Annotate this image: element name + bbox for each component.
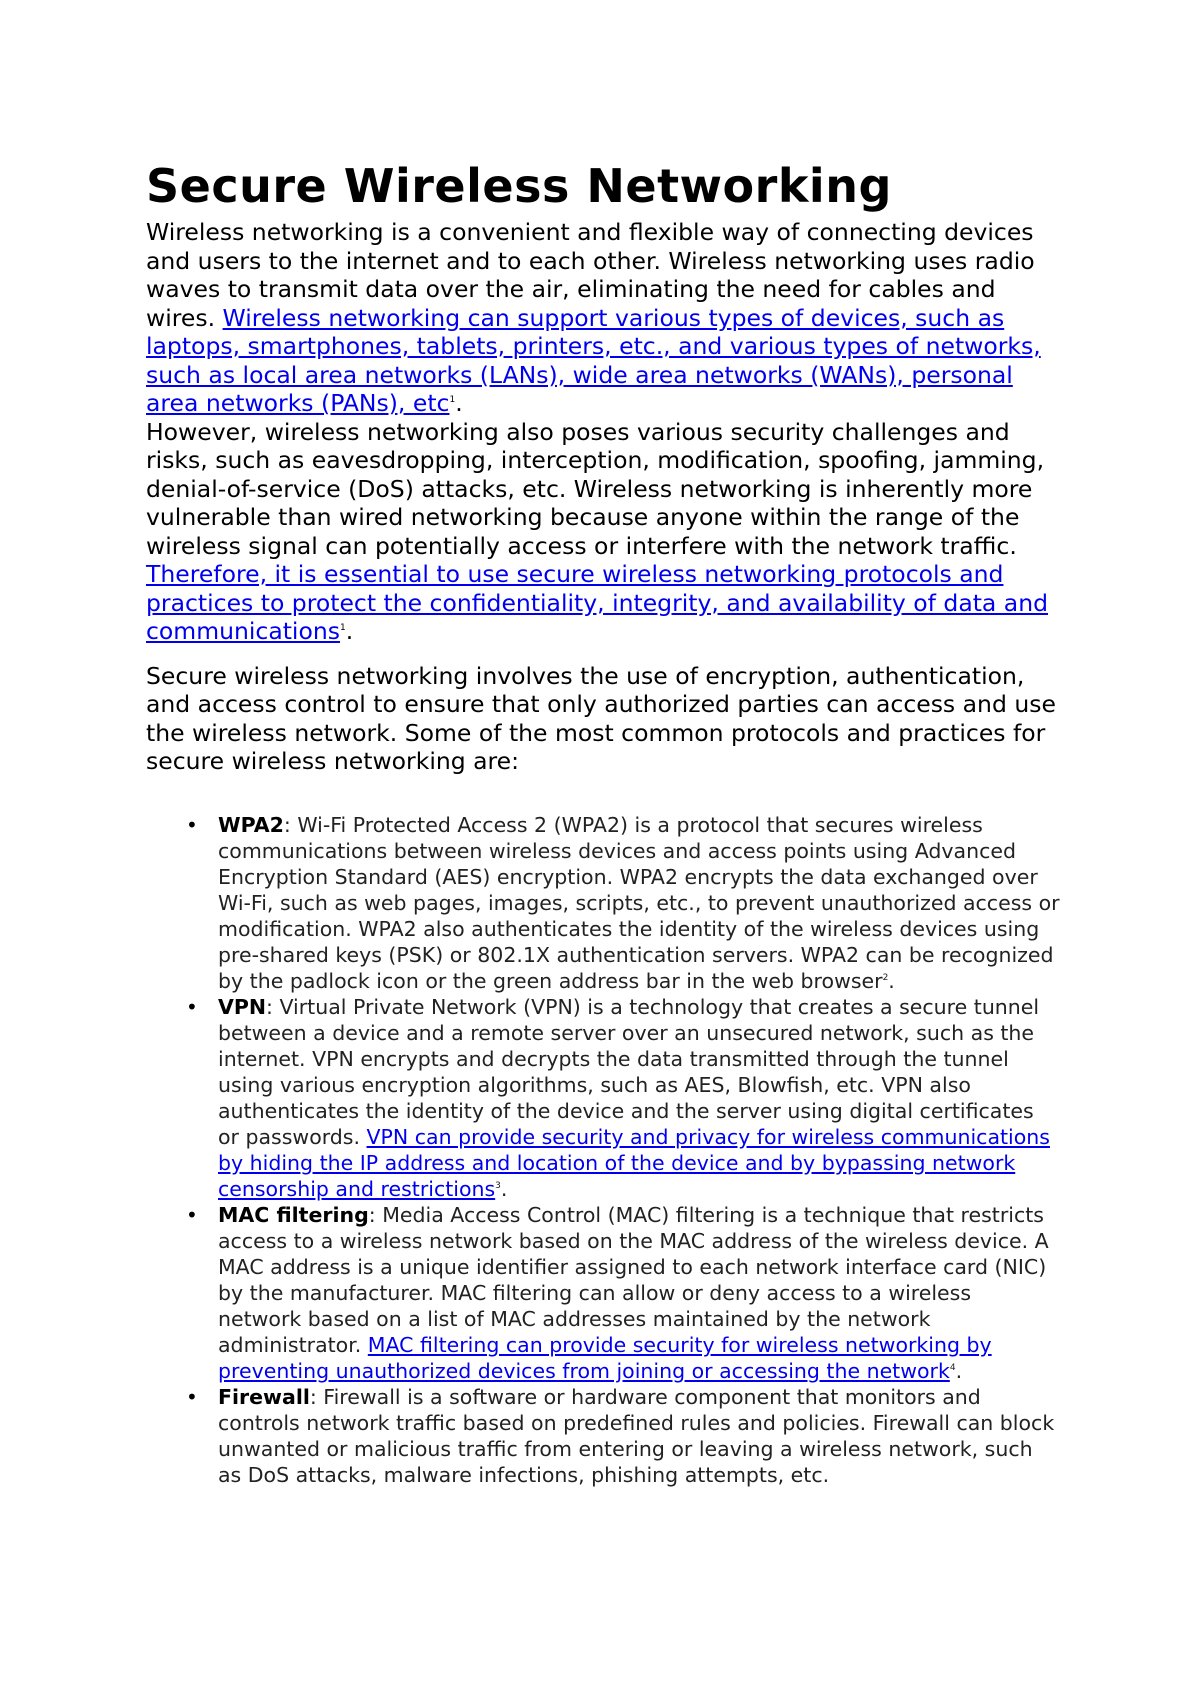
citation-link-secure-protocols[interactable]: Therefore, it is essential to use secure wireless networking protocols and practices to protect the confidentiality, integrity, and availability of data and communications <box>146 560 1049 645</box>
term-vpn: VPN <box>218 994 267 1019</box>
footnote-marker[interactable]: 2 <box>882 972 889 983</box>
intro-paragraph-3: Secure wireless networking involves the use of encryption, authentication, and access control to ensure that only authorized parties can access and use the wireless network. Some of the most common protocols and practices for secure wireless networking are: <box>146 661 1056 775</box>
footnote-marker[interactable]: 3 <box>495 1180 501 1191</box>
bullet-icon: • <box>186 812 198 837</box>
term-mac-filtering: MAC filtering <box>218 1202 369 1227</box>
footnote-marker[interactable]: 1 <box>449 395 456 406</box>
description-wpa2: : Wi-Fi Protected Access 2 (WPA2) is a protocol that secures wireless communications between wireless devices and access points using Advanced Encryption Standard (AES) encryption. WPA2 encrypts the data exchanged over Wi-Fi, such as web pages, images, scripts, etc., to prevent unauthorized access or modification. WPA2 also authenticates the identity of the wireless devices using pre-shared keys (PSK) or 802.1X authentication servers. WPA2 can be recognized by the padlock icon or the green address bar in the web browser <box>218 812 1060 993</box>
list-item-mac-filtering: • MAC filtering: Media Access Control (MAC) filtering is a technique that restricts access to a wireless network based on the MAC address of the wireless device. A MAC address is a unique identifier assigned to each network interface card (NIC) by the manufacturer. MAC filtering can allow or deny access to a wireless network based on a list of MAC addresses maintained by the network administrator. MAC filtering can provide security for wireless networking by preventing unauthorized devices from joining or accessing the network$^4$. <box>186 1202 1049 1383</box>
intro-paragraph-2-text: However, wireless networking also poses various security challenges and risks, such as eavesdropping, interception, modification, spoofing, jamming, denial-of-service (DoS) attacks, etc. Wireless networking is inherently more vulnerable than wired networking because anyone within the range of the wireless signal can potentially access or interfere with the network traffic. <box>146 417 1045 560</box>
bullet-icon: • <box>186 1202 198 1227</box>
list-item-vpn: • VPN: Virtual Private Network (VPN) is a technology that creates a secure tunnel between a device and a remote server over an unsecured network, such as the internet. VPN encrypts and decrypts the data transmitted through the tunnel using various encryption algorithms, such as AES, Blowfish, etc. VPN also authenticates the identity of the device and the server using digital certificates or passwords. VPN can provide security and privacy for wireless communications by hiding the IP address and location of the device and by bypassing network censorship and restrictions$^3$. <box>186 994 1050 1201</box>
footnote-marker[interactable]: 1 <box>339 623 346 634</box>
document-title: Secure Wireless Networking <box>146 159 892 213</box>
protocol-list <box>146 812 1060 1488</box>
bullet-icon: • <box>186 994 198 1019</box>
list-item-firewall <box>146 1384 1060 1488</box>
intro-paragraph-1-text: Wireless networking is a convenient and flexible way of connecting devices and users to the internet and to each other. Wireless networking uses radio waves to transmit data over the air, eliminating the need for cables and wires. <box>146 218 1035 332</box>
citation-link-vpn[interactable]: VPN can provide security and privacy for wireless communications by hiding the IP address and location of the device and by bypassing network censorship and restrictions <box>218 1124 1050 1201</box>
description-mac-filtering: : Media Access Control (MAC) filtering is a technique that restricts access to a wireless network based on the MAC address of the wireless device. A MAC address is a unique identifier assigned to each network interface card (NIC) by the manufacturer. MAC filtering can allow or deny access to a wireless network based on a list of MAC addresses maintained by the network administrator. <box>218 1202 1049 1357</box>
intro-paragraph-2: However, wireless networking also poses various security challenges and risks, such as eavesdropping, interception, modification, spoofing, jamming, denial-of-service (DoS) attacks, etc. Wireless networking is inherently more vulnerable than wired networking because anyone within the range of the wireless signal can potentially access or interfere with the network traffic. Therefore, it is essential to use secure wireless networking protocols and practices to protect the confidentiality, integrity, and availability of data and communications$^1$. <box>146 417 1049 645</box>
citation-link-mac-filtering[interactable]: MAC filtering can provide security for wireless networking by preventing unauthorized devices from joining or accessing the network <box>218 1332 992 1383</box>
term-wpa2: WPA2 <box>218 812 284 837</box>
bullet-icon: • <box>186 1384 198 1409</box>
intro-paragraph-1: Wireless networking is a convenient and flexible way of connecting devices and users to the internet and to each other. Wireless networking uses radio waves to transmit data over the air, eliminating the need for cables and wires. Wireless networking can support various types of devices, such as laptops, smartphones, tablets, printers, etc., and various types of networks, such as local area networks (LANs), wide area networks (WANs), personal area networks (PANs), etc$^1$. <box>146 218 1041 417</box>
description-vpn: : Virtual Private Network (VPN) is a technology that creates a secure tunnel between a device and a remote server over an unsecured network, such as the internet. VPN encrypts and decrypts the data transmitted through the tunnel using various encryption algorithms, such as AES, Blowfish, etc. VPN also authenticates the identity of the device and the server using digital certificates or passwords. <box>218 994 1040 1149</box>
citation-link-devices-networks[interactable]: Wireless networking can support various types of devices, such as laptops, smartphones, tablets, printers, etc., and various types of networks, such as local area networks (LANs), wide area networks (WANs), personal area networks (PANs), etc <box>146 303 1041 417</box>
list-item-wpa2: • WPA2: Wi-Fi Protected Access 2 (WPA2) is a protocol that secures wireless communications between wireless devices and access points using Advanced Encryption Standard (AES) encryption. WPA2 encrypts the data exchanged over Wi-Fi, such as web pages, images, scripts, etc., to prevent unauthorized access or modification. WPA2 also authenticates the identity of the wireless devices using pre-shared keys (PSK) or 802.1X authentication servers. WPA2 can be recognized by the padlock icon or the green address bar in the web browser$^2$. <box>186 812 1060 993</box>
footnote-marker[interactable]: 4 <box>949 1362 956 1373</box>
term-firewall: Firewall <box>218 1384 310 1409</box>
description-firewall: : Firewall is a software or hardware component that monitors and controls network traffic based on predefined rules and policies. Firewall can block unwanted or malicious traffic from entering or leaving a wireless network, such as DoS attacks, malware infections, phishing attempts, etc. <box>218 1384 1055 1487</box>
